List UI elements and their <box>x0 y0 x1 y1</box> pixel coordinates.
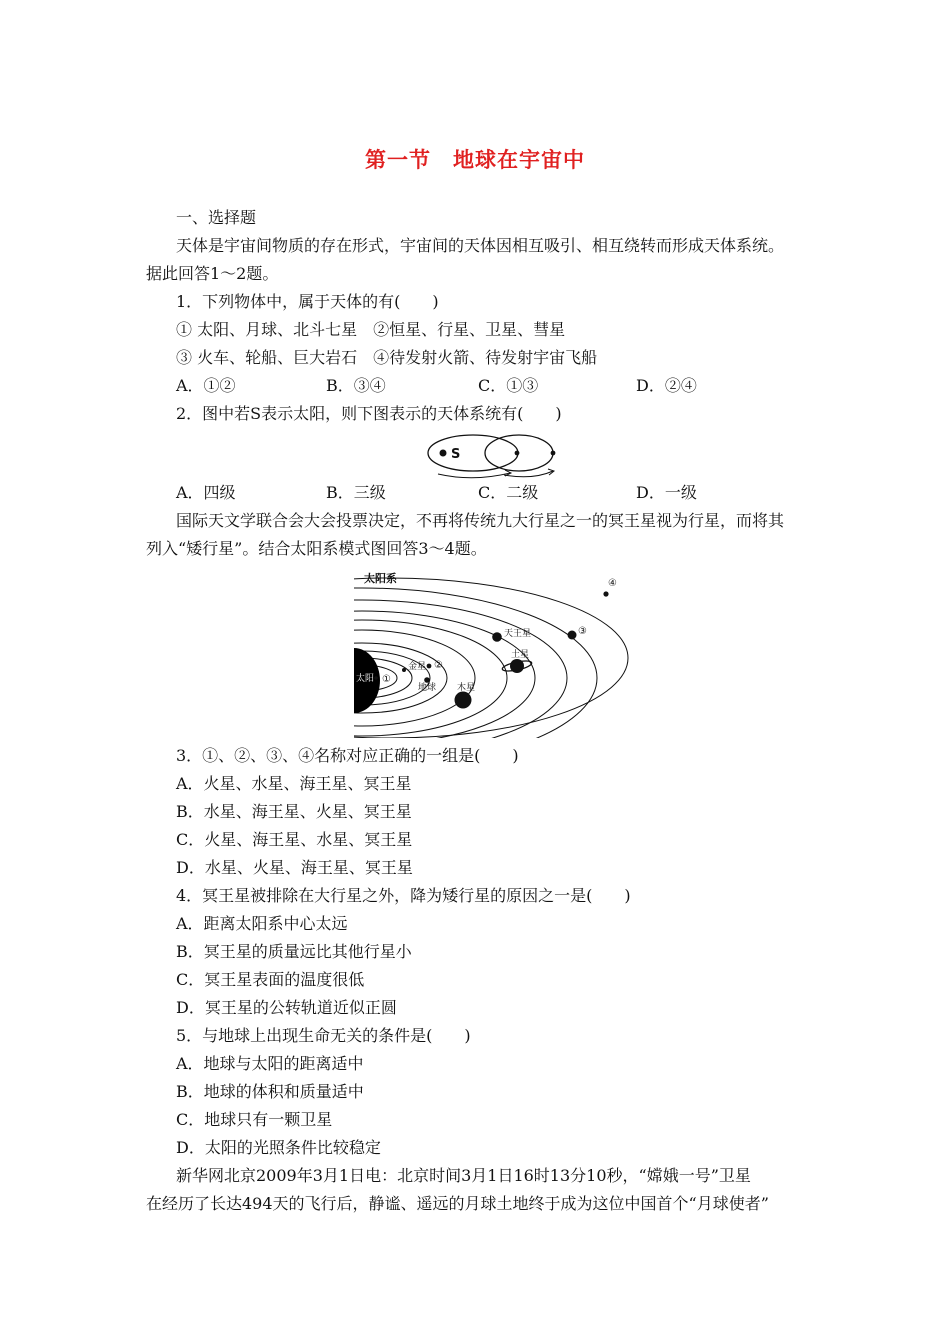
q1-option-b[interactable]: B．③④ <box>326 376 386 395</box>
q2-option-a[interactable]: A．四级 <box>176 483 236 502</box>
jupiter-label: 木星 <box>457 683 476 693</box>
q4-option-b[interactable]: B．冥王星的质量远比其他行星小 <box>176 942 412 961</box>
q2-option-d[interactable]: D．一级 <box>636 483 697 502</box>
q3-option-d[interactable]: D．水星、火星、海王星、冥王星 <box>176 858 413 877</box>
q3-option-b[interactable]: B．水星、海王星、火星、冥王星 <box>176 802 412 821</box>
orbit-figure <box>418 428 568 484</box>
q5-option-a[interactable]: A．地球与太阳的距离适中 <box>176 1054 364 1073</box>
q1-option-a[interactable]: A．①② <box>176 376 236 395</box>
q4-option-d[interactable]: D．冥王星的公转轨道近似正圆 <box>176 998 397 1017</box>
q4-stem: 4．冥王星被排除在大行星之外，降为矮行星的原因之一是( ) <box>176 886 631 905</box>
q1-option-c[interactable]: C．①③ <box>478 376 539 395</box>
uranus-label: 天王星 <box>504 629 532 639</box>
diagram-title: 太阳系 <box>364 572 397 585</box>
intro-paragraph-1: 天体是宇宙间物质的存在形式，宇宙间的天体因相互吸引、相互绕转而形成天体系统。 <box>176 236 785 255</box>
q2-option-b[interactable]: B．三级 <box>326 483 386 502</box>
q1-stem: 1．下列物体中，属于天体的有( ) <box>176 292 439 311</box>
sun-label-s: S <box>451 447 461 462</box>
intro-paragraph-2: 国际天文学联合会大会投票决定，不再将传统九大行星之一的冥王星视为行星，而将其 <box>176 511 785 530</box>
q2-option-c[interactable]: C．二级 <box>478 483 539 502</box>
q1-item-line: ③ 火车、轮船、巨大岩石 ④待发射火箭、待发射宇宙飞船 <box>176 348 598 367</box>
q4-option-a[interactable]: A．距离太阳系中心太远 <box>176 914 348 933</box>
page-title: 第一节 地球在宇宙中 <box>365 148 585 172</box>
intro-paragraph-1-cont: 据此回答1～2题。 <box>146 264 279 283</box>
saturn-label: 土星 <box>511 650 530 660</box>
intro-paragraph-3-cont: 在经历了长达494天的飞行后，静谧、遥远的月球土地终于成为这位中国首个“月球使者” <box>146 1194 769 1213</box>
q1-item-line: ① 太阳、月球、北斗七星 ②恒星、行星、卫星、彗星 <box>176 320 566 339</box>
intro-paragraph-2-cont: 列入“矮行星”。结合太阳系模式图回答3～4题。 <box>146 539 487 558</box>
q1-option-d[interactable]: D．②④ <box>636 376 697 395</box>
q5-option-d[interactable]: D．太阳的光照条件比较稳定 <box>176 1138 381 1157</box>
q3-stem: 3．①、②、③、④名称对应正确的一组是( ) <box>176 746 519 765</box>
earth-label: 地球 <box>418 683 437 693</box>
q4-option-c[interactable]: C．冥王星表面的温度很低 <box>176 970 365 989</box>
marker-4: ④ <box>608 578 617 589</box>
q2-stem: 2．图中若S表示太阳，则下图表示的天体系统有( ) <box>176 404 562 423</box>
q5-option-c[interactable]: C．地球只有一颗卫星 <box>176 1110 333 1129</box>
q5-stem: 5．与地球上出现生命无关的条件是( ) <box>176 1026 471 1045</box>
q3-option-c[interactable]: C．火星、海王星、水星、冥王星 <box>176 830 413 849</box>
solar-system-diagram <box>350 568 640 738</box>
marker-3: ③ <box>578 626 587 637</box>
section-heading: 一、选择题 <box>176 208 257 227</box>
marker-2: ② <box>434 660 443 671</box>
q3-option-a[interactable]: A．火星、水星、海王星、冥王星 <box>176 774 412 793</box>
sun-label: 太阳 <box>356 674 375 684</box>
intro-paragraph-3: 新华网北京2009年3月1日电：北京时间3月1日16时13分10秒，“嫦娥一号”卫星 <box>176 1166 751 1185</box>
q5-option-b[interactable]: B．地球的体积和质量适中 <box>176 1082 364 1101</box>
marker-1: ① <box>382 674 391 685</box>
venus-label: 金星 <box>408 662 427 672</box>
